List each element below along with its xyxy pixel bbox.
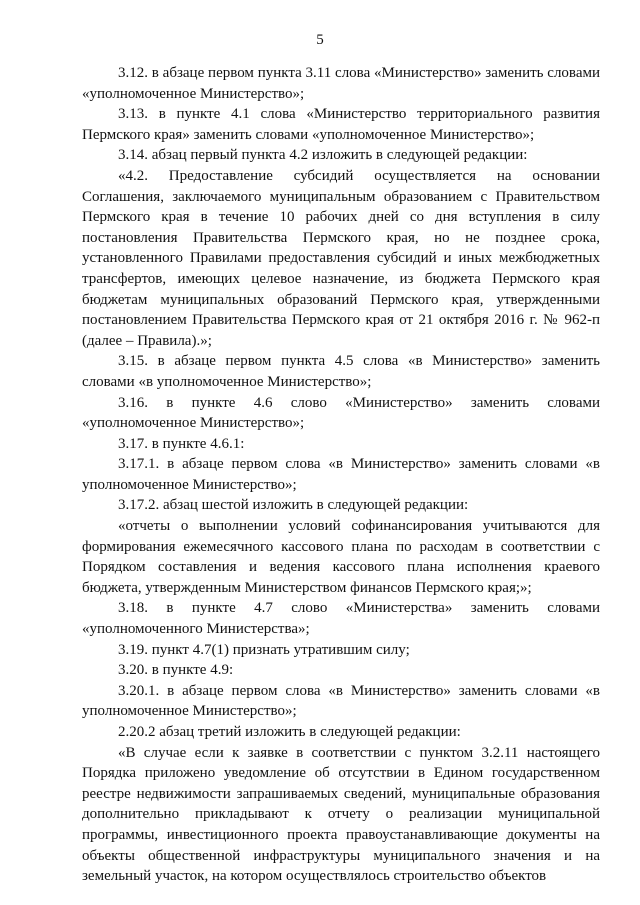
paragraph-3-16: 3.16. в пункте 4.6 слово «Министерство» заменить словами «уполномоченное Министерство»; bbox=[82, 394, 600, 432]
paragraph-3-15: 3.15. в абзаце первом пункта 4.5 слова «в Министерство» заменить словами «в уполномоченное Министерство»; bbox=[82, 353, 600, 390]
page-number: 5 bbox=[316, 32, 324, 48]
paragraph-quoted-registry: «В случае если к заявке в соответствии с пунктом 3.2.11 настоящего Порядка приложено уведомление об отсутствии в Едином государственном реестре недвижимости запрашиваемых сведений, муниципальные образования дополнительно прикладывают к отчету о реализации муниципальной программы, инвестиционного проекта правоустанавливающие документы на объекты общественной инфраструктуры муниципального значения и на земельный участок, на котором осуществлялось строительство объектов bbox=[82, 744, 600, 885]
paragraph-3-17-1: 3.17.1. в абзаце первом слова «в Министерство» заменить словами «в уполномоченное Министерство»; bbox=[82, 456, 600, 493]
paragraph-3-18: 3.18. в пункте 4.7 слово «Министерства» заменить словами «уполномоченного Министерства»; bbox=[82, 600, 600, 638]
paragraph-3-13: 3.13. в пункте 4.1 слова «Министерство территориального развития Пермского края» заменить словами «уполномоченное Министерство»; bbox=[82, 106, 600, 143]
paragraph-3-20: 3.20. в пункте 4.9: bbox=[118, 662, 234, 679]
document-body bbox=[82, 63, 600, 887]
paragraph-2-20-2: 2.20.2 абзац третий изложить в следующей редакции: bbox=[118, 724, 461, 740]
paragraph-3-14: 3.14. абзац первый пункта 4.2 изложить в следующей редакции: bbox=[118, 147, 528, 164]
paragraph-quoted-reports: «отчеты о выполнении условий софинансирования учитываются для формирования ежемесячного кассового плана по расходам в соответствии с Порядком составления и ведения кассового плана исполнения краевого бюджета, утвержденным Министерством финансов Пермского края;»; bbox=[82, 518, 600, 596]
paragraph-3-19: 3.19. пункт 4.7(1) признать утратившим силу; bbox=[118, 641, 410, 658]
paragraph-3-17-2: 3.17.2. абзац шестой изложить в следующей редакции: bbox=[118, 497, 469, 514]
paragraph-3-17: 3.17. в пункте 4.6.1: bbox=[118, 435, 245, 452]
paragraph-4-2-text: «4.2. Предоставление субсидий осуществляется на основании Соглашения, заключаемого муниципальным образованием с Правительством Пермского края в течение 10 рабочих дней со дня вступления в силу постановления Правительства Пермского края, но не позднее срока, установленного Правилами предоставления субсидий и иных межбюджетных трансфертов, имеющих целевое назначение, из бюджета Пермского края бюджетам муниципальных образований Пермского края, утвержденными постановлением Правительства Пермского края от 21 октября 2016 г. № 962-п (далее – Правила).»; bbox=[82, 167, 600, 349]
paragraph-3-12: 3.12. в абзаце первом пункта 3.11 слова «Министерство» заменить словами «уполномоченное Министерство»; bbox=[82, 65, 600, 102]
paragraph-3-20-1: 3.20.1. в абзаце первом слова «в Министерство» заменить словами «в уполномоченное Министерство»; bbox=[82, 682, 600, 720]
